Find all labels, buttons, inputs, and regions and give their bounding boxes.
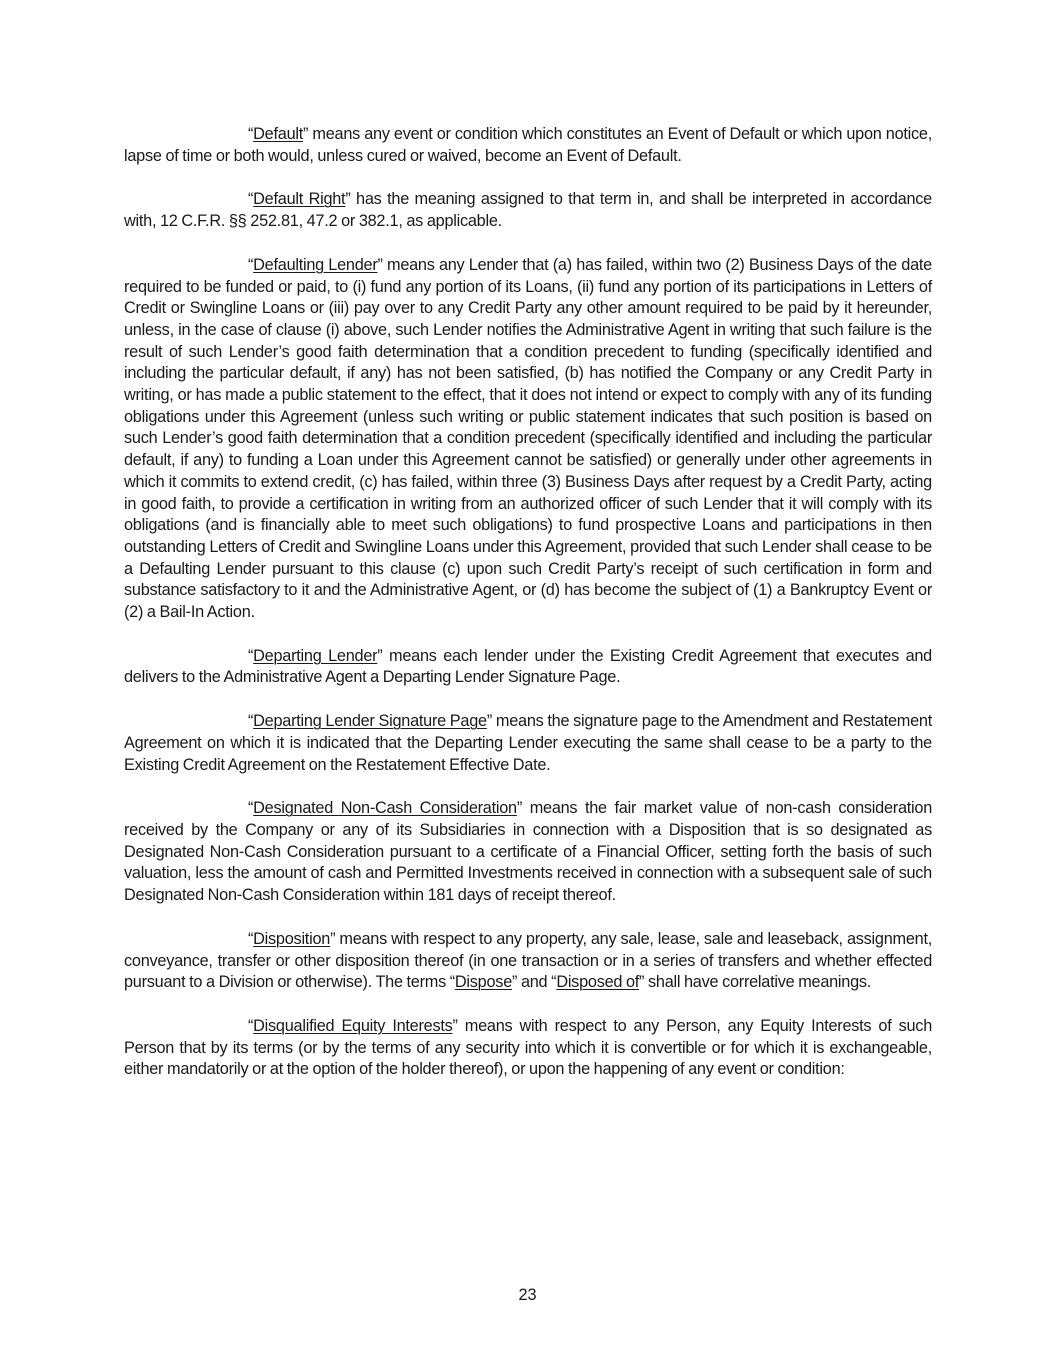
defined-term: Disposed of xyxy=(556,973,640,992)
definition-text: has the meaning assigned to that term in, and shall be interpreted in accordance with, 12 C.F.R. §§ 252.81, 47.2 or 382.1, as applicable. xyxy=(124,190,932,231)
definition-disposition: “Disposition” means with respect to any property, any sale, lease, sale and leaseback, assignment, conveyance, transfer or other disposition thereof (in one transaction or in a series of transfers and whether effected pursuant to a Division or otherwise). The terms “Dispose” and “Disposed of” shall have correlative meanings. xyxy=(124,929,932,992)
defined-term: Disposition xyxy=(253,929,331,948)
definition-text: means with respect to any Person, any Equity Interests of such Person that by its terms (or by the terms of any security into which it is convertible or for which it is exchangeable, either mandatorily or at the option of the holder thereof), or upon the happening of any event or condition: xyxy=(124,1016,932,1079)
defined-term: Default xyxy=(253,125,304,143)
definition-default-right: “Default Right” has the meaning assigned to that term in, and shall be interpreted in accordance with, 12 C.F.R. §§ 252.81, 47.2 or 382.1, as applicable. xyxy=(124,190,932,231)
defined-term: Departing Lender xyxy=(253,646,378,665)
definition-text: ” shall have correlative meanings. xyxy=(639,973,872,992)
definition-text: means any Lender that (a) has failed, within two (2) Business Days of the date required to be funded or paid, to (i) fund any portion of its Loans, (ii) fund any portion of its participations in Letters of Credit or Swingline Loans or (iii) pay over to any Credit Party any other amount required to be paid by it hereunder, unless, in the case of clause (i) above, such Lender notifies the Administrative Agent in writing that such failure is the result of such Lender’s good faith determination that a condition precedent to funding (specifically identified and including the particular default, if any) has not been satisfied, (b) has notified the Company or any Credit Party in writing, or has made a public statement to the effect, that it does not intend or expect to comply with any of its funding obligations under this Agreement (unless such writing or public statement indicates that such position is based on such Lender’s good faith determination that a condition precedent (specifically identified and including the particular default, if any) to funding a Loan under this Agreement cannot be satisfied) or generally under other agreements in which it commits to extend credit, (c) has failed, within three (3) Business Days after request by a Credit Party, acting in good faith, to provide a certification in writing from an authorized officer of such Lender that it will comply with its obligations (and is financially able to meet such obligations) to fund prospective Loans and participations in then outstanding Letters of Credit and Swingline Loans under this Agreement, provided that such Lender shall cease to be a Defaulting Lender pursuant to this clause (c) upon such Credit Party’s receipt of such certification in form and substance satisfactory to it and the Administrative Agent, or (d) has become the subject of (1) a Bankruptcy Event or (2) a Bail-In Action. xyxy=(124,255,932,622)
defined-term: Departing Lender Signature Page xyxy=(253,712,487,731)
definition-departing-lender-signature-page: “Departing Lender Signature Page” means the signature page to the Amendment and Restatement Agreement on which it is indicated that the Departing Lender executing the same shall cease to be a party to the Existing Credit Agreement on the Restatement Effective Date. xyxy=(124,712,932,774)
definition-text: means the fair market value of non-cash consideration received by the Company or any of its Subsidiaries in connection with a Disposition that is so designated as Designated Non-Cash Consideration pursuant to a certificate of a Financial Officer, setting forth the basis of such valuation, less the amount of cash and Permitted Investments received in connection with a subsequent sale of such Designated Non-Cash Consideration within 181 days of receipt thereof. xyxy=(124,799,932,905)
definitions-section xyxy=(124,124,932,1103)
defined-term: Designated Non-Cash Consideration xyxy=(253,799,517,818)
definition-text: means the signature page to the Amendment and Restatement Agreement on which it is indicated that the Departing Lender executing the same shall cease to be a party to the Existing Credit Agreement on the Restatement Effective Date. xyxy=(124,712,932,774)
definition-text: means each lender under the Existing Credit Agreement that executes and delivers to the Administrative Agent a Departing Lender Signature Page. xyxy=(124,646,932,687)
definition-text: means with respect to any property, any sale, lease, sale and leaseback, assignment, conveyance, transfer or other disposition thereof (in one transaction or in a series of transfers and whether effected pursuant to a Division or otherwise). The terms “ xyxy=(124,929,932,992)
definition-default: “Default” means any event or condition which constitutes an Event of Default or which upon notice, lapse of time or both would, unless cured or waived, become an Event of Default. xyxy=(124,125,932,165)
definition-designated-non-cash-consideration: “Designated Non-Cash Consideration” means the fair market value of non-cash consideration received by the Company or any of its Subsidiaries in connection with a Disposition that is so designated as Designated Non-Cash Consideration pursuant to a certificate of a Financial Officer, setting forth the basis of such valuation, less the amount of cash and Permitted Investments received in connection with a subsequent sale of such Designated Non-Cash Consideration within 181 days of receipt thereof. xyxy=(124,799,932,905)
defined-term: Dispose xyxy=(454,973,512,992)
definition-text: ” and “ xyxy=(512,973,557,992)
defined-term: Default Right xyxy=(253,190,346,209)
defined-term: Defaulting Lender xyxy=(253,255,378,274)
definition-departing-lender: “Departing Lender” means each lender under the Existing Credit Agreement that executes and delivers to the Administrative Agent a Departing Lender Signature Page. xyxy=(124,646,932,687)
definition-text: means any event or condition which constitutes an Event of Default or which upon notice, lapse of time or both would, unless cured or waived, become an Event of Default. xyxy=(124,125,932,165)
definition-disqualified-equity-interests: “Disqualified Equity Interests” means with respect to any Person, any Equity Interests of such Person that by its terms (or by the terms of any security into which it is convertible or for which it is exchangeable, either mandatorily or at the option of the holder thereof), or upon the happening of any event or condition: xyxy=(124,1016,932,1079)
defined-term: Disqualified Equity Interests xyxy=(253,1016,453,1035)
definition-defaulting-lender: “Defaulting Lender” means any Lender that (a) has failed, within two (2) Business Days of the date required to be funded or paid, to (i) fund any portion of its Loans, (ii) fund any portion of its participations in Letters of Credit or Swingline Loans or (iii) pay over to any Credit Party any other amount required to be paid by it hereunder, unless, in the case of clause (i) above, such Lender notifies the Administrative Agent in writing that such failure is the result of such Lender’s good faith determination that a condition precedent to funding (specifically identified and including the particular default, if any) has not been satisfied, (b) has notified the Company or any Credit Party in writing, or has made a public statement to the effect, that it does not intend or expect to comply with any of its funding obligations under this Agreement (unless such writing or public statement indicates that such position is based on such Lender’s good faith determination that a condition precedent (specifically identified and including the particular default, if any) to funding a Loan under this Agreement cannot be satisfied) or generally under other agreements in which it commits to extend credit, (c) has failed, within three (3) Business Days after request by a Credit Party, acting in good faith, to provide a certification in writing from an authorized officer of such Lender that it will comply with its obligations (and is financially able to meet such obligations) to fund prospective Loans and participations in then outstanding Letters of Credit and Swingline Loans under this Agreement, provided that such Lender shall cease to be a Defaulting Lender pursuant to this clause (c) upon such Credit Party’s receipt of such certification in form and substance satisfactory to it and the Administrative Agent, or (d) has become the subject of (1) a Bankruptcy Event or (2) a Bail-In Action. xyxy=(124,255,932,622)
page-number: 23 xyxy=(518,1286,537,1304)
